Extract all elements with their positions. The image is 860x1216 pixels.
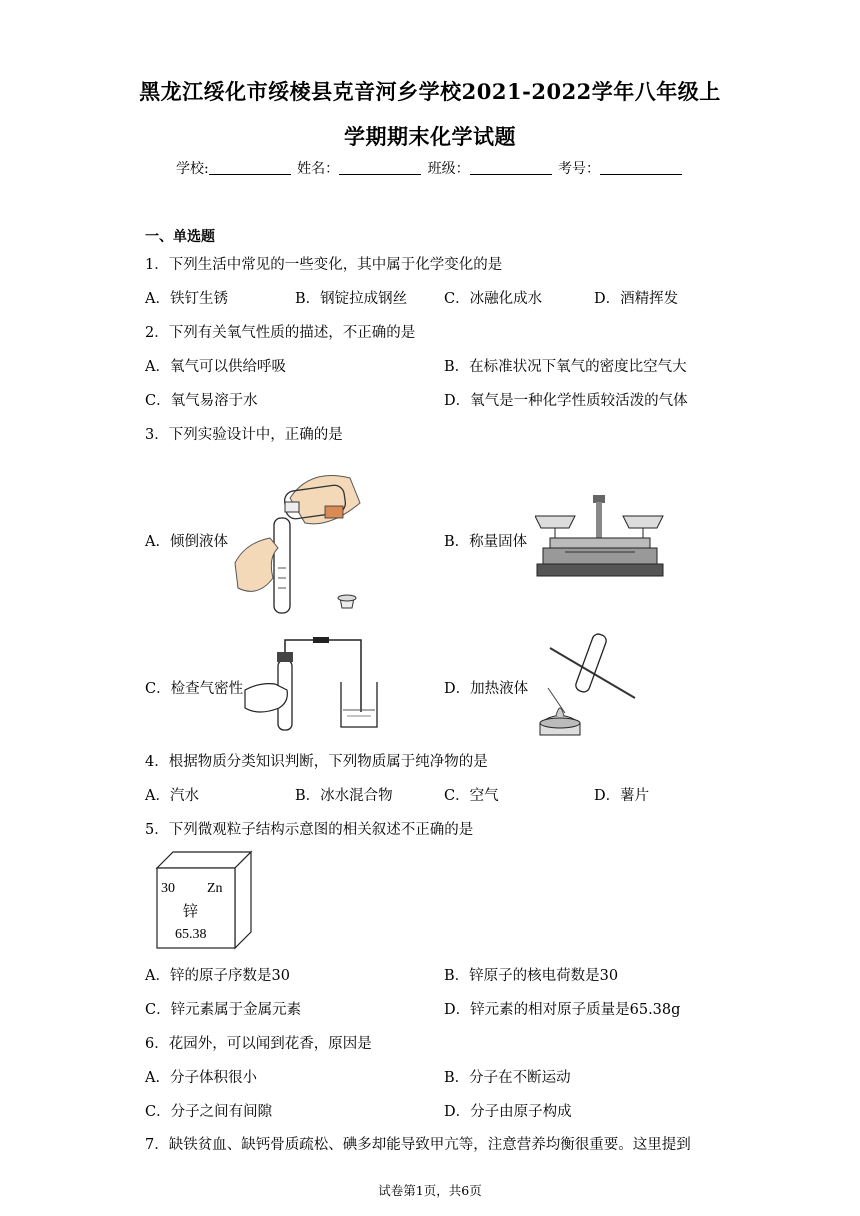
name-blank[interactable] [339, 160, 421, 175]
heating-liquid-illustration [530, 628, 650, 743]
option-b: B．钢锭拉成钢丝 [295, 291, 408, 307]
option-d: D．加热液体 [444, 681, 529, 697]
option-a: A．铁钉生锈 [145, 291, 228, 307]
option-b: B．锌原子的核电荷数是30 [444, 968, 619, 984]
question-stem: 5．下列微观粒子结构示意图的相关叙述不正确的是 [145, 822, 474, 838]
option-a: A．汽水 [145, 788, 199, 804]
option-d: D．酒精挥发 [594, 291, 679, 307]
balance-scale-illustration [535, 490, 665, 580]
school-label: 学校: [175, 161, 209, 177]
option-b: B．冰水混合物 [295, 788, 393, 804]
name-label: 姓名： [297, 161, 340, 177]
element-name: 锌 [183, 902, 199, 920]
option-c: C．氧气易溶于水 [145, 393, 258, 409]
section-title: 一、单选题 [145, 229, 215, 245]
option-d: D．锌元素的相对原子质量是65.38g [444, 1002, 681, 1018]
school-blank[interactable] [209, 160, 291, 175]
exam-title-line1: 黑龙江绥化市绥棱县克音河乡学校2021-2022学年八年级上 [139, 79, 721, 104]
exam-title-line2: 学期期末化学试题 [344, 124, 516, 149]
option-c: C．锌元素属于金属元素 [145, 1002, 302, 1018]
zinc-element-card [155, 850, 255, 950]
element-symbol: Zn [207, 881, 223, 896]
option-a: A．分子体积很小 [145, 1070, 257, 1086]
option-a: A．锌的原子序数是30 [145, 968, 290, 984]
option-c: C．分子之间有间隙 [145, 1104, 273, 1120]
airtight-check-illustration [243, 632, 393, 732]
question-stem: 7．缺铁贫血、缺钙骨质疏松、碘多却能导致甲亢等，注意营养均衡很重要。这里提到 [145, 1137, 691, 1153]
question-stem: 3．下列实验设计中，正确的是 [145, 427, 343, 443]
pouring-liquid-illustration [230, 458, 370, 618]
option-b: B．在标准状况下氧气的密度比空气大 [444, 359, 687, 375]
option-a: A．氧气可以供给呼吸 [145, 359, 286, 375]
option-c: C．空气 [444, 788, 499, 804]
student-info-line [0, 158, 860, 178]
class-blank[interactable] [470, 160, 552, 175]
option-a: A．倾倒液体 [145, 534, 228, 550]
option-d: D．氧气是一种化学性质较活泼的气体 [444, 393, 688, 409]
option-d: D．分子由原子构成 [444, 1104, 572, 1120]
element-mass: 65.38 [175, 927, 207, 942]
option-d: D．薯片 [594, 788, 650, 804]
question-stem: 4．根据物质分类知识判断，下列物质属于纯净物的是 [145, 754, 488, 770]
option-c: C．检查气密性 [145, 681, 244, 697]
question-stem: 2．下列有关氧气性质的描述，不正确的是 [145, 325, 416, 341]
question-stem: 6．花园外，可以闻到花香，原因是 [145, 1036, 372, 1052]
page-footer: 试卷第1页，共6页 [378, 1183, 482, 1198]
question-stem: 1．下列生活中常见的一些变化，其中属于化学变化的是 [145, 257, 503, 273]
element-number: 30 [161, 881, 175, 896]
option-c: C．冰融化成水 [444, 291, 543, 307]
option-b: B．称量固体 [444, 534, 528, 550]
exam-no-blank[interactable] [600, 160, 682, 175]
class-label: 班级： [427, 161, 470, 177]
option-b: B．分子在不断运动 [444, 1070, 571, 1086]
exam-no-label: 考号： [558, 161, 601, 177]
